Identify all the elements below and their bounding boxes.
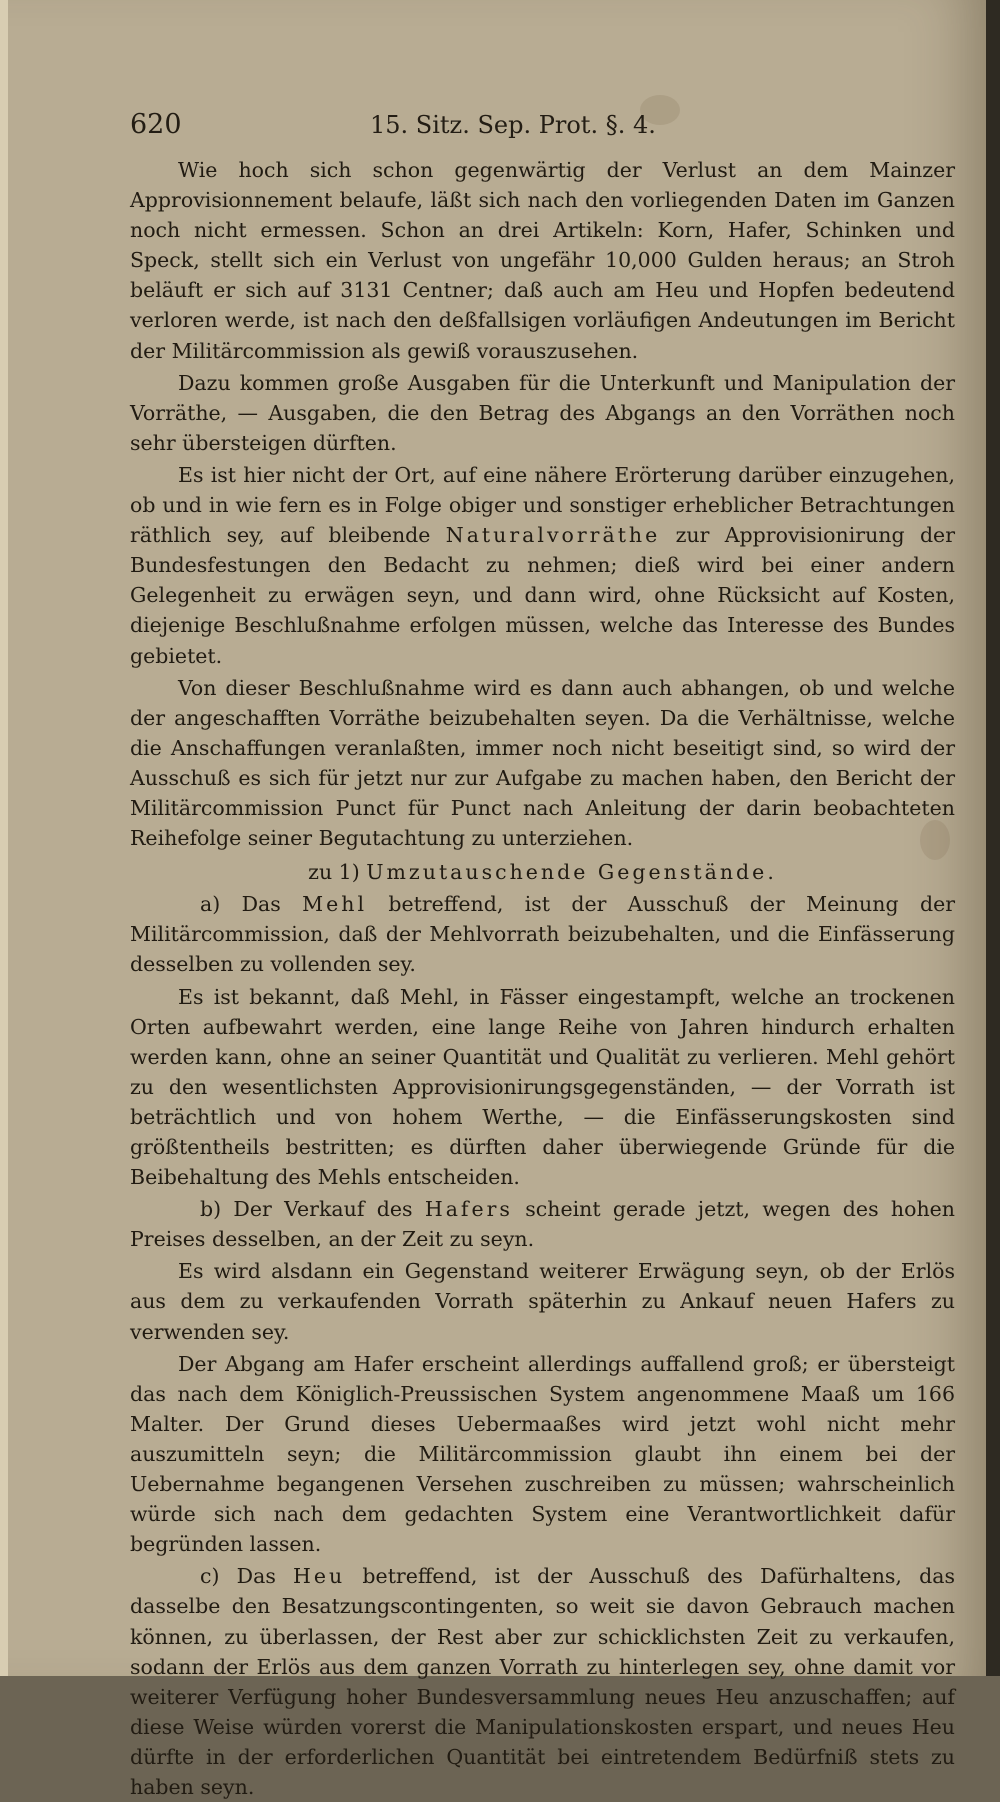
paragraph [130,889,955,979]
paragraph-text: c) Das [200,1564,294,1589]
page-body [130,155,956,1799]
paragraph: Wie hoch sich schon gegenwärtig der Verlust an dem Mainzer Approvisionnement belaufe, läßt sich nach den vorliegenden Daten im Ganzen noch nicht ermessen. Schon an drei Artikeln: Korn, Hafer, Schinken und Speck, stellt sich ein Verlust von ungefähr 10,000 Gulden heraus; an Stroh beläuft er sich auf 3131 Centner; daß auch am Heu und Hopfen bedeutend verloren werde, ist nach den deßfallsigen vorläufigen Andeutungen im Bericht der Militärcommission als gewiß vorauszusehen. [130,158,955,363]
emphasized-term: Mehl [302,892,368,917]
paragraph-text: a) Das [200,892,303,917]
page-edge-left [0,0,8,1676]
paragraph [130,460,955,671]
emphasized-term: Hafers [424,1197,513,1222]
paragraph-text: betreffend, ist der Ausschuß der Meinung der Militärcommission, daß der Mehlvorrath beizubehalten, und die Einfässerung desselben zu vollenden sey. [130,892,956,977]
paragraph: Es wird alsdann ein Gegenstand weiterer Erwägung seyn, ob der Erlös aus dem zu verkaufenden Vorrath späterhin zu Ankauf neuen Hafers zu verwenden sey. [130,1259,955,1344]
paragraph: Der Abgang am Hafer erscheint allerdings auffallend groß; er übersteigt das nach dem Königlich-Preussischen System angenommene Maaß um 166 Malter. Der Grund dieses Uebermaaßes wird jetzt wohl nicht mehr auszumitteln seyn; die Militärcommission glaubt ihn einem bei der Uebernahme begangenen Versehen zuschreiben zu müssen; wahrscheinlich würde sich nach dem gedachten System eine Verantwortlichkeit dafür begründen lassen. [130,1351,955,1557]
page-edge-right [986,0,1000,1676]
paragraph: Dazu kommen große Ausgaben für die Unterkunft und Manipulation der Vorräthe, — Ausgaben, die den Betrag des Abgangs an den Vorräthen noch sehr übersteigen dürften. [130,370,955,455]
paragraph [130,1194,955,1254]
paragraph-text: b) Der Verkauf des [200,1197,425,1222]
paragraph: Von dieser Beschlußnahme wird es dann auch abhangen, ob und welche der angeschafften Vorräthe beizubehalten seyen. Da die Verhältnisse, welche die Anschaffungen veranlaßten, immer noch nicht beseitigt sind, so wird der Ausschuß es sich für jetzt nur zur Aufgabe zu machen haben, den Bericht der Militärcommission Punct für Punct nach Anleitung der darin beobachteten Reihefolge seiner Begutachtung zu unterziehen. [130,675,955,851]
emphasized-term: Naturalvorräthe [445,523,661,548]
section-title: Umzutauschende Gegenstände. [366,860,777,885]
page-header [130,105,690,145]
paragraph-text: scheint gerade jetzt, wegen des hohen Preises desselben, an der Zeit zu seyn. [130,1197,955,1252]
paragraph [130,1561,955,1802]
paragraph-text: zur Approvisionirung der Bundesfestungen den Bedacht zu nehmen; dieß wird bei einer andern Gelegenheit zu erwägen seyn, und dann wird, ohne Rücksicht auf Kosten, diejenige Beschlußnahme erfolgen müssen, welche das Interesse des Bundes gebietet. [130,523,955,668]
section-heading [130,857,955,887]
paragraph: Es ist bekannt, daß Mehl, in Fässer eingestampft, welche an trockenen Orten aufbewahrt werden, eine lange Reihe von Jahren hindurch erhalten werden kann, ohne an seiner Quantität und Qualität zu verlieren. Mehl gehört zu den wesentlichsten Approvisionirungsgegenständen, — der Vorrath ist beträchtlich und von hohem Werthe, — die Einfässerungskosten sind größtentheils bestritten; es dürften daher überwiegende Gründe für die Beibehaltung des Mehls entscheiden. [130,984,955,1190]
running-title: 15. Sitz. Sep. Prot. §. 4. [370,111,656,139]
emphasized-term: Heu [293,1564,346,1589]
paragraph-text: Es ist hier nicht der Ort, auf eine nähere Erörterung darüber einzugehen, ob und in wie fern es in Folge obiger und sonstiger erheblicher Betrachtungen räthlich sey, auf bleibende [130,462,955,548]
section-number: zu 1) [308,860,367,885]
paragraph-text: betreffend, ist der Ausschuß des Dafürhaltens, das dasselbe den Besatzungscontingenten, so weit sie davon Gebrauch machen können, zu überlassen, der Rest aber zur schicklichsten Zeit zu verkaufen, sodann der Erlös aus dem ganzen Vorrath zu hinterlegen sey, ohne damit vor weiterer Verfügung hoher Bundesversammlung neues Heu anzuschaffen; auf diese Weise würden vorerst die Manipulationskosten erspart, und neues Heu dürfte in der erforderlichen Quantität bei eintretendem Bedürfniß stets zu haben seyn. [130,1564,955,1799]
page-number: 620 [130,109,182,140]
